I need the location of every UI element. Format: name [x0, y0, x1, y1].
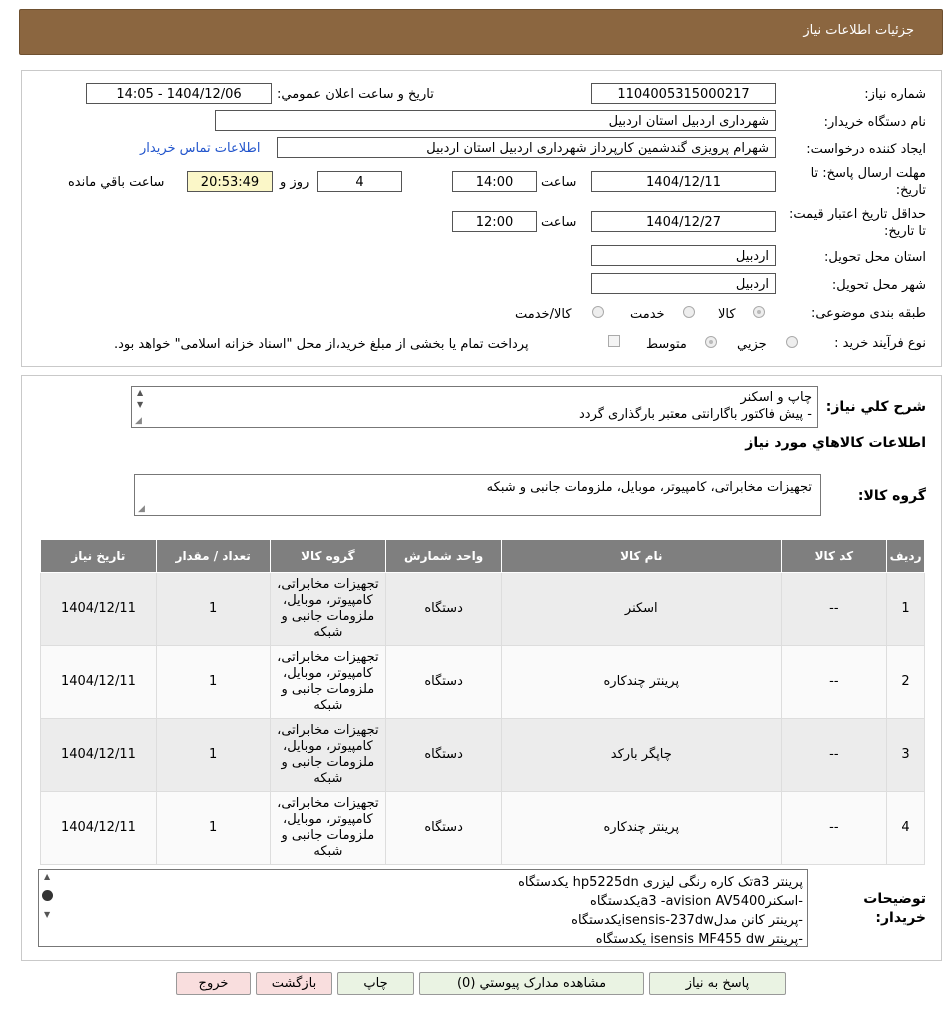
cell-row: 4: [887, 792, 925, 865]
col-code: کد کالا: [781, 540, 887, 573]
goods-table: [40, 539, 925, 865]
deadline-hour-label: ساعت: [541, 175, 577, 190]
days-remaining-field: 4: [317, 171, 402, 192]
exit-button[interactable]: خروج: [176, 972, 251, 995]
announce-date-field: 1404/12/06 - 14:05: [86, 83, 272, 104]
category-goods-radio[interactable]: [753, 306, 765, 318]
cell-group: تجهیزات مخابراتی، کامپیوتر، موبایل، ملزومات جانبی و شبکه: [270, 792, 386, 865]
cell-unit: دستگاه: [386, 573, 502, 646]
cell-qty: 1: [156, 646, 270, 719]
resize-handle-icon[interactable]: ◢: [135, 416, 142, 426]
validity-time-field: 12:00: [452, 211, 537, 232]
table-row: [41, 719, 925, 792]
table-row: [41, 792, 925, 865]
summary-line-2: - پیش فاکتور باگارانتی معتبر بارگذاری گردد: [578, 407, 812, 422]
cell-row: 1: [887, 573, 925, 646]
cell-group: تجهیزات مخابراتی، کامپیوتر، موبایل، ملزومات جانبی و شبکه: [270, 719, 386, 792]
process-minor-radio[interactable]: [786, 336, 798, 348]
process-medium-label: متوسط: [646, 337, 687, 352]
category-label: طبقه بندی موضوعی:: [810, 306, 926, 321]
buyer-label: نام دستگاه خريدار:: [823, 115, 926, 130]
cell-name: پرینتر چندکاره: [501, 792, 781, 865]
cell-unit: دستگاه: [386, 792, 502, 865]
notes-scrollbar[interactable]: [41, 870, 57, 946]
col-name: نام کالا: [501, 540, 781, 573]
buyer-contact-link[interactable]: اطلاعات تماس خريدار: [140, 141, 261, 156]
goods-group-label: گروه کالا:: [857, 488, 926, 504]
need-number-label: شماره نیاز:: [864, 87, 926, 102]
notes-line-3: -پرینتر کانن مدلisensis-237dwیکدستگاه: [571, 913, 803, 928]
creator-field: شهرام پرویزی گندشمین کارپرداز شهرداری اردبیل استان اردبیل: [277, 137, 776, 158]
cell-qty: 1: [156, 792, 270, 865]
print-button[interactable]: چاپ: [337, 972, 414, 995]
page-header: [19, 9, 943, 55]
scroll-up-icon: ▲: [137, 388, 144, 397]
buyer-field: شهرداری اردبیل استان اردبیل: [215, 110, 776, 131]
cell-name: پرینتر چندکاره: [501, 646, 781, 719]
creator-label: ايجاد کننده درخواست:: [806, 142, 926, 157]
time-remaining-label: ساعت باقي مانده: [68, 175, 165, 190]
notes-line-4: -پرینتر isensis MF455 dw یکدستگاه: [595, 932, 803, 947]
summary-line-1: چاپ و اسکنر: [740, 390, 812, 405]
goods-group-value: تجهیزات مخابراتی، کامپیوتر، موبایل، ملزومات جانبی و شبکه: [486, 480, 812, 495]
col-qty: تعداد / مقدار: [156, 540, 270, 573]
col-group: گروه کالا: [270, 540, 386, 573]
buyer-notes-label: توضيحات خريدار:: [863, 891, 926, 926]
need-number-field: 1104005315000217: [591, 83, 776, 104]
cell-date: 1404/12/11: [41, 646, 157, 719]
scroll-down-icon: ▼: [44, 910, 51, 919]
validity-label: حداقل تاريخ اعتبار قيمت: تا تاريخ:: [788, 207, 926, 239]
notes-line-1: پرینتر a3تک کاره رنگی لیزری hp5225dn یکدستگاه: [518, 875, 803, 890]
process-medium-radio[interactable]: [705, 336, 717, 348]
col-unit: واحد شمارش: [386, 540, 502, 573]
treasury-note: پرداخت تمام يا بخشی از مبلغ خريد،از محل "اسناد خزانه اسلامی" خواهد بود.: [114, 337, 529, 352]
cell-qty: 1: [156, 719, 270, 792]
cell-code: --: [781, 573, 887, 646]
category-goods-label: کالا: [718, 307, 736, 322]
back-button[interactable]: بازگشت: [256, 972, 332, 995]
cell-name: چاپگر بارکد: [501, 719, 781, 792]
cell-unit: دستگاه: [386, 719, 502, 792]
cell-date: 1404/12/11: [41, 719, 157, 792]
summary-textarea[interactable]: [131, 386, 818, 428]
col-date: تاريخ نياز: [41, 540, 157, 573]
summary-label: شرح کلي نياز:: [825, 399, 926, 415]
cell-date: 1404/12/11: [41, 792, 157, 865]
reply-button[interactable]: پاسخ به نياز: [649, 972, 786, 995]
col-row: رديف: [887, 540, 925, 573]
goods-group-textarea[interactable]: [134, 474, 821, 516]
goods-info-title: اطلاعات کالاهاي مورد نياز: [745, 435, 926, 451]
validity-date-field: 1404/12/27: [591, 211, 776, 232]
cell-row: 3: [887, 719, 925, 792]
resize-handle-icon[interactable]: ◢: [138, 504, 145, 514]
cell-unit: دستگاه: [386, 646, 502, 719]
deadline-date-field: 1404/12/11: [591, 171, 776, 192]
cell-date: 1404/12/11: [41, 573, 157, 646]
category-service-radio[interactable]: [683, 306, 695, 318]
time-remaining-field: 20:53:49: [187, 171, 273, 192]
province-field: اردبیل: [591, 245, 776, 266]
attachments-button[interactable]: مشاهده مدارک پيوستي (0): [419, 972, 644, 995]
category-service-label: خدمت: [630, 307, 665, 322]
city-label: شهر محل تحويل:: [831, 278, 926, 293]
category-both-radio[interactable]: [592, 306, 604, 318]
page-title: جزئیات اطلاعات نیاز: [803, 23, 914, 38]
deadline-time-field: 14:00: [452, 171, 537, 192]
process-label: نوع فرآيند خريد :: [834, 336, 926, 351]
cell-name: اسکنر: [501, 573, 781, 646]
scroll-thumb-icon[interactable]: [42, 890, 53, 901]
scroll-down-icon: ▼: [137, 400, 144, 409]
deadline-label: مهلت ارسال پاسخ: تا تاريخ:: [810, 166, 926, 198]
category-both-label: کالا/خدمت: [515, 307, 572, 322]
announce-date-label: تاریخ و ساعت اعلان عمومي:: [277, 87, 434, 102]
days-and-label: روز و: [280, 175, 310, 190]
cell-code: --: [781, 719, 887, 792]
cell-group: تجهیزات مخابراتی، کامپیوتر، موبایل، ملزومات جانبی و شبکه: [270, 646, 386, 719]
table-row: [41, 573, 925, 646]
notes-line-2: -اسکنرa3 -avision AV5400یکدستگاه: [590, 894, 803, 909]
cell-row: 2: [887, 646, 925, 719]
table-header-row: [41, 540, 925, 573]
cell-qty: 1: [156, 573, 270, 646]
buyer-notes-textarea[interactable]: [38, 869, 808, 947]
table-row: [41, 646, 925, 719]
validity-hour-label: ساعت: [541, 215, 577, 230]
cell-code: --: [781, 792, 887, 865]
cell-group: تجهیزات مخابراتی، کامپیوتر، موبایل، ملزومات جانبی و شبکه: [270, 573, 386, 646]
cell-code: --: [781, 646, 887, 719]
city-field: اردبیل: [591, 273, 776, 294]
scroll-up-icon: ▲: [44, 872, 51, 881]
province-label: استان محل تحويل:: [824, 250, 926, 265]
treasury-checkbox[interactable]: [608, 335, 620, 347]
process-minor-label: جزيي: [737, 337, 767, 352]
